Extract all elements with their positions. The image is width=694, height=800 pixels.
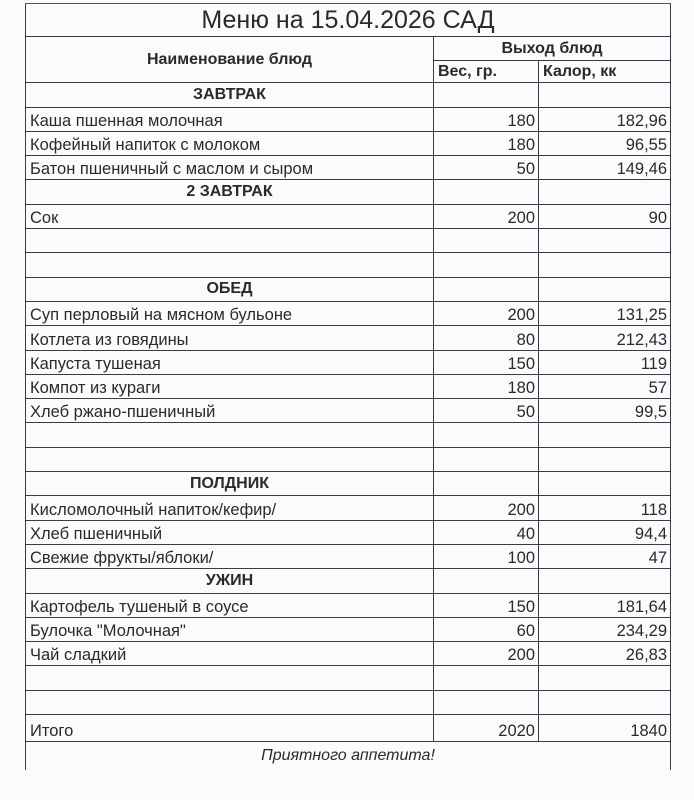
empty-cell [434,569,539,593]
dish-calories: 47 [539,544,671,568]
title-row [26,4,671,37]
section-title: ОБЕД [26,277,434,301]
section-row [26,472,671,496]
empty-cell [434,447,539,471]
header-row [26,37,671,61]
empty-cell [26,447,434,471]
dish-weight: 200 [434,496,539,520]
section-title: ПОЛДНИК [26,472,434,496]
table-row [26,496,671,520]
empty-row [26,447,671,471]
empty-cell [539,277,671,301]
empty-cell [539,690,671,714]
calories-header: Калор, кк [539,61,671,83]
page-title: Меню на 15.04.2026 САД [26,4,671,37]
empty-cell [539,472,671,496]
dish-name: Капуста тушеная [26,350,434,374]
dish-calories: 234,29 [539,617,671,641]
dish-name-header: Наименование блюд [26,37,434,83]
dish-calories: 94,4 [539,520,671,544]
section-row [26,180,671,204]
empty-cell [539,253,671,277]
table-row [26,131,671,155]
dish-weight: 200 [434,642,539,666]
dish-name: Свежие фрукты/яблоки/ [26,544,434,568]
total-weight: 2020 [434,715,539,742]
dish-weight: 180 [434,107,539,131]
output-group-header: Выход блюд [434,37,671,61]
dish-calories: 57 [539,374,671,398]
menu-sheet [25,3,670,770]
table-row [26,399,671,423]
dish-weight: 100 [434,544,539,568]
empty-cell [434,229,539,253]
dish-calories: 26,83 [539,642,671,666]
table-row [26,326,671,350]
section-row [26,569,671,593]
footer-row [26,742,671,771]
total-row [26,715,671,742]
dish-name: Кисломолочный напиток/кефир/ [26,496,434,520]
empty-cell [26,229,434,253]
dish-calories: 212,43 [539,326,671,350]
table-row [26,374,671,398]
dish-calories: 149,46 [539,156,671,180]
empty-cell [434,666,539,690]
empty-cell [26,666,434,690]
dish-name: Хлеб ржано-пшеничный [26,399,434,423]
empty-cell [539,666,671,690]
empty-row [26,690,671,714]
dish-weight: 40 [434,520,539,544]
dish-name: Батон пшеничный с маслом и сыром [26,156,434,180]
total-label: Итого [26,715,434,742]
table-row [26,204,671,228]
dish-weight: 150 [434,350,539,374]
dish-name: Компот из кураги [26,374,434,398]
empty-cell [434,253,539,277]
empty-cell [26,423,434,447]
empty-cell [539,447,671,471]
dish-calories: 131,25 [539,301,671,325]
dish-weight: 80 [434,326,539,350]
dish-weight: 180 [434,131,539,155]
empty-cell [434,180,539,204]
dish-calories: 181,64 [539,593,671,617]
dish-name: Булочка "Молочная" [26,617,434,641]
table-row [26,642,671,666]
dish-calories: 118 [539,496,671,520]
table-row [26,350,671,374]
empty-cell [26,253,434,277]
section-title: УЖИН [26,569,434,593]
empty-row [26,423,671,447]
empty-row [26,229,671,253]
dish-name: Каша пшенная молочная [26,107,434,131]
weight-header: Вес, гр. [434,61,539,83]
dish-weight: 60 [434,617,539,641]
empty-cell [539,83,671,107]
dish-weight: 150 [434,593,539,617]
footer-wish: Приятного аппетита! [26,742,671,771]
dish-name: Картофель тушеный в соусе [26,593,434,617]
dish-name: Чай сладкий [26,642,434,666]
empty-cell [434,472,539,496]
empty-cell [434,690,539,714]
section-title: 2 ЗАВТРАК [26,180,434,204]
empty-cell [539,229,671,253]
empty-row [26,666,671,690]
dish-weight: 200 [434,301,539,325]
dish-weight: 50 [434,399,539,423]
table-row [26,107,671,131]
empty-cell [434,423,539,447]
menu-body [26,83,671,715]
dish-name: Хлеб пшеничный [26,520,434,544]
empty-cell [539,423,671,447]
empty-cell [26,690,434,714]
dish-calories: 90 [539,204,671,228]
dish-name: Суп перловый на мясном бульоне [26,301,434,325]
dish-calories: 119 [539,350,671,374]
dish-name: Сок [26,204,434,228]
table-row [26,520,671,544]
table-row [26,156,671,180]
dish-name: Кофейный напиток с молоком [26,131,434,155]
table-row [26,544,671,568]
empty-row [26,253,671,277]
dish-name: Котлета из говядины [26,326,434,350]
empty-cell [434,83,539,107]
dish-calories: 96,55 [539,131,671,155]
dish-calories: 99,5 [539,399,671,423]
empty-cell [539,180,671,204]
dish-calories: 182,96 [539,107,671,131]
section-row [26,277,671,301]
table-row [26,617,671,641]
table-row [26,593,671,617]
table-row [26,301,671,325]
dish-weight: 180 [434,374,539,398]
empty-cell [434,277,539,301]
menu-table [25,3,671,770]
dish-weight: 200 [434,204,539,228]
section-row [26,83,671,107]
empty-cell [539,569,671,593]
section-title: ЗАВТРАК [26,83,434,107]
dish-weight: 50 [434,156,539,180]
total-calories: 1840 [539,715,671,742]
